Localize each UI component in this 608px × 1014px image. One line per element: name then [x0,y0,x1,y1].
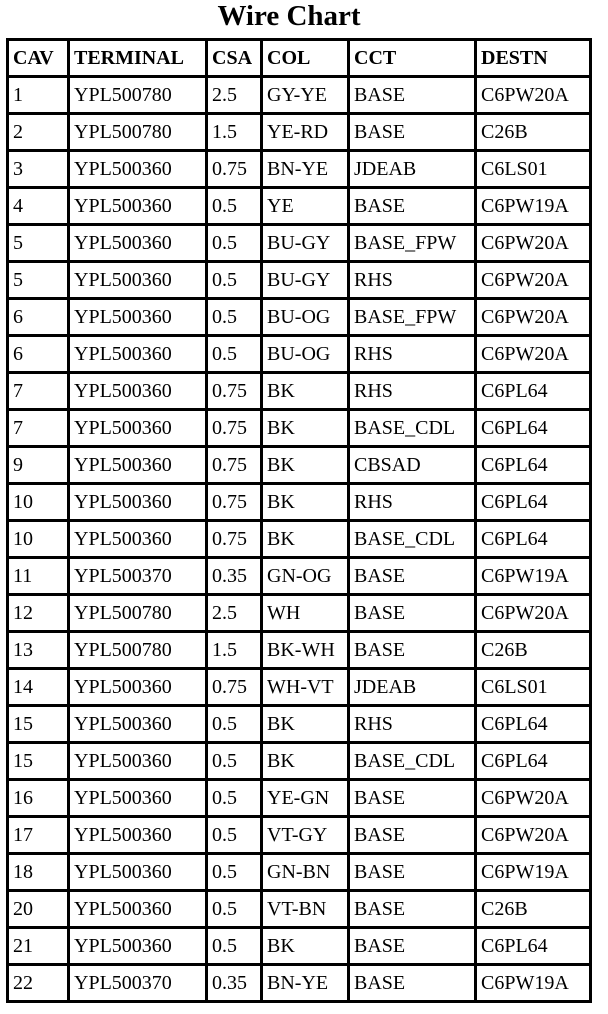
cell-cav: 18 [9,855,67,889]
cell-cav: 22 [9,966,67,1000]
cell-terminal: YPL500780 [70,78,205,112]
cell-cct: BASE [350,929,474,963]
cell-destn: C6PW19A [477,189,589,223]
cell-col: GN-BN [263,855,347,889]
table-row [9,892,589,926]
cell-destn: C26B [477,115,589,149]
cell-destn: C6PL64 [477,374,589,408]
cell-col: BK-WH [263,633,347,667]
column-header-col: COL [263,41,347,75]
cell-terminal: YPL500360 [70,522,205,556]
cell-cav: 6 [9,300,67,334]
cell-csa: 2.5 [208,596,260,630]
cell-cct: BASE [350,781,474,815]
cell-cav: 9 [9,448,67,482]
cell-terminal: YPL500360 [70,485,205,519]
cell-cct: BASE [350,559,474,593]
table-row [9,448,589,482]
cell-cct: BASE_FPW [350,226,474,260]
cell-col: WH-VT [263,670,347,704]
cell-cav: 1 [9,78,67,112]
table-row [9,670,589,704]
cell-cct: BASE [350,596,474,630]
table-row [9,596,589,630]
cell-destn: C6PW19A [477,559,589,593]
cell-cct: BASE [350,189,474,223]
cell-terminal: YPL500360 [70,892,205,926]
cell-csa: 0.5 [208,226,260,260]
cell-col: GY-YE [263,78,347,112]
cell-col: BU-GY [263,226,347,260]
cell-cav: 15 [9,707,67,741]
cell-col: BU-GY [263,263,347,297]
cell-col: BK [263,707,347,741]
wire-chart-table [6,38,592,1003]
cell-terminal: YPL500360 [70,744,205,778]
cell-csa: 0.5 [208,855,260,889]
cell-terminal: YPL500780 [70,633,205,667]
cell-csa: 0.35 [208,966,260,1000]
cell-destn: C6PW20A [477,337,589,371]
cell-cav: 5 [9,226,67,260]
cell-destn: C6PL64 [477,744,589,778]
cell-csa: 0.35 [208,559,260,593]
cell-cav: 6 [9,337,67,371]
cell-cav: 7 [9,411,67,445]
column-header-csa: CSA [208,41,260,75]
cell-col: VT-BN [263,892,347,926]
cell-terminal: YPL500360 [70,411,205,445]
column-header-cct: CCT [350,41,474,75]
table-row [9,559,589,593]
cell-cav: 20 [9,892,67,926]
cell-cct: BASE [350,115,474,149]
cell-cav: 10 [9,485,67,519]
cell-col: VT-GY [263,818,347,852]
cell-destn: C26B [477,633,589,667]
cell-cct: BASE_CDL [350,411,474,445]
cell-csa: 1.5 [208,633,260,667]
cell-cct: RHS [350,337,474,371]
cell-cav: 5 [9,263,67,297]
cell-csa: 0.75 [208,522,260,556]
table-row [9,115,589,149]
cell-col: BK [263,929,347,963]
cell-destn: C6PW20A [477,818,589,852]
cell-destn: C6PW20A [477,226,589,260]
cell-csa: 2.5 [208,78,260,112]
cell-terminal: YPL500360 [70,152,205,186]
cell-csa: 0.75 [208,411,260,445]
cell-col: BK [263,374,347,408]
cell-csa: 0.5 [208,707,260,741]
cell-terminal: YPL500360 [70,226,205,260]
cell-cct: BASE [350,892,474,926]
cell-cct: BASE [350,633,474,667]
table-row [9,300,589,334]
table-row [9,522,589,556]
cell-csa: 0.5 [208,781,260,815]
cell-terminal: YPL500360 [70,818,205,852]
cell-cav: 13 [9,633,67,667]
table-row [9,485,589,519]
cell-terminal: YPL500360 [70,189,205,223]
cell-col: BK [263,411,347,445]
table-body [9,78,589,1000]
cell-terminal: YPL500360 [70,300,205,334]
cell-col: YE [263,189,347,223]
cell-csa: 0.5 [208,892,260,926]
cell-cct: CBSAD [350,448,474,482]
cell-destn: C6PW20A [477,263,589,297]
cell-terminal: YPL500360 [70,263,205,297]
table-row [9,855,589,889]
cell-col: YE-RD [263,115,347,149]
cell-cct: BASE [350,78,474,112]
cell-cav: 2 [9,115,67,149]
cell-csa: 0.5 [208,300,260,334]
cell-destn: C6PL64 [477,411,589,445]
table-row [9,744,589,778]
cell-destn: C6PW20A [477,781,589,815]
cell-csa: 0.5 [208,337,260,371]
cell-cav: 14 [9,670,67,704]
cell-terminal: YPL500360 [70,670,205,704]
column-header-cav: CAV [9,41,67,75]
table-row [9,633,589,667]
cell-cav: 17 [9,818,67,852]
cell-csa: 0.75 [208,670,260,704]
cell-cct: BASE [350,855,474,889]
table-row [9,78,589,112]
cell-col: BK [263,448,347,482]
table-row [9,818,589,852]
table-row [9,263,589,297]
cell-cav: 12 [9,596,67,630]
table-row [9,411,589,445]
cell-destn: C6LS01 [477,670,589,704]
cell-cav: 7 [9,374,67,408]
cell-col: BK [263,522,347,556]
cell-csa: 0.5 [208,263,260,297]
cell-cct: RHS [350,374,474,408]
cell-destn: C6PW20A [477,596,589,630]
cell-destn: C6PL64 [477,448,589,482]
cell-terminal: YPL500370 [70,559,205,593]
page-title: Wire Chart [217,0,361,32]
cell-csa: 0.75 [208,448,260,482]
cell-cav: 21 [9,929,67,963]
cell-cct: BASE_CDL [350,744,474,778]
cell-col: BN-YE [263,152,347,186]
cell-cav: 10 [9,522,67,556]
table-row [9,781,589,815]
table-row [9,966,589,1000]
cell-terminal: YPL500360 [70,929,205,963]
cell-terminal: YPL500360 [70,337,205,371]
cell-csa: 0.5 [208,929,260,963]
table-row [9,189,589,223]
cell-col: BK [263,485,347,519]
cell-col: BU-OG [263,300,347,334]
header-row [9,41,589,75]
cell-cct: RHS [350,485,474,519]
cell-destn: C6PL64 [477,485,589,519]
cell-terminal: YPL500780 [70,596,205,630]
cell-cav: 4 [9,189,67,223]
column-header-terminal: TERMINAL [70,41,205,75]
table-row [9,152,589,186]
cell-cct: BASE_FPW [350,300,474,334]
cell-destn: C6PL64 [477,522,589,556]
cell-terminal: YPL500360 [70,707,205,741]
cell-destn: C6PL64 [477,707,589,741]
cell-cct: RHS [350,263,474,297]
cell-cav: 11 [9,559,67,593]
cell-cav: 3 [9,152,67,186]
cell-csa: 0.5 [208,744,260,778]
cell-cct: JDEAB [350,670,474,704]
cell-csa: 0.75 [208,152,260,186]
cell-destn: C6PW19A [477,966,589,1000]
cell-cct: BASE [350,818,474,852]
cell-destn: C6LS01 [477,152,589,186]
cell-cct: BASE_CDL [350,522,474,556]
cell-csa: 0.5 [208,818,260,852]
cell-col: WH [263,596,347,630]
cell-terminal: YPL500360 [70,448,205,482]
cell-destn: C6PW19A [477,855,589,889]
cell-csa: 1.5 [208,115,260,149]
cell-col: YE-GN [263,781,347,815]
cell-terminal: YPL500360 [70,855,205,889]
cell-destn: C6PL64 [477,929,589,963]
cell-col: GN-OG [263,559,347,593]
cell-csa: 0.75 [208,374,260,408]
cell-terminal: YPL500780 [70,115,205,149]
cell-col: BU-OG [263,337,347,371]
cell-cct: RHS [350,707,474,741]
cell-csa: 0.75 [208,485,260,519]
cell-cav: 16 [9,781,67,815]
cell-destn: C26B [477,892,589,926]
cell-csa: 0.5 [208,189,260,223]
cell-cav: 15 [9,744,67,778]
cell-destn: C6PW20A [477,300,589,334]
table-row [9,707,589,741]
column-header-destn: DESTN [477,41,589,75]
table-row [9,929,589,963]
cell-col: BN-YE [263,966,347,1000]
table-row [9,374,589,408]
table-row [9,337,589,371]
cell-cct: JDEAB [350,152,474,186]
cell-col: BK [263,744,347,778]
table-row [9,226,589,260]
cell-cct: BASE [350,966,474,1000]
cell-destn: C6PW20A [477,78,589,112]
cell-terminal: YPL500360 [70,781,205,815]
cell-terminal: YPL500370 [70,966,205,1000]
cell-terminal: YPL500360 [70,374,205,408]
